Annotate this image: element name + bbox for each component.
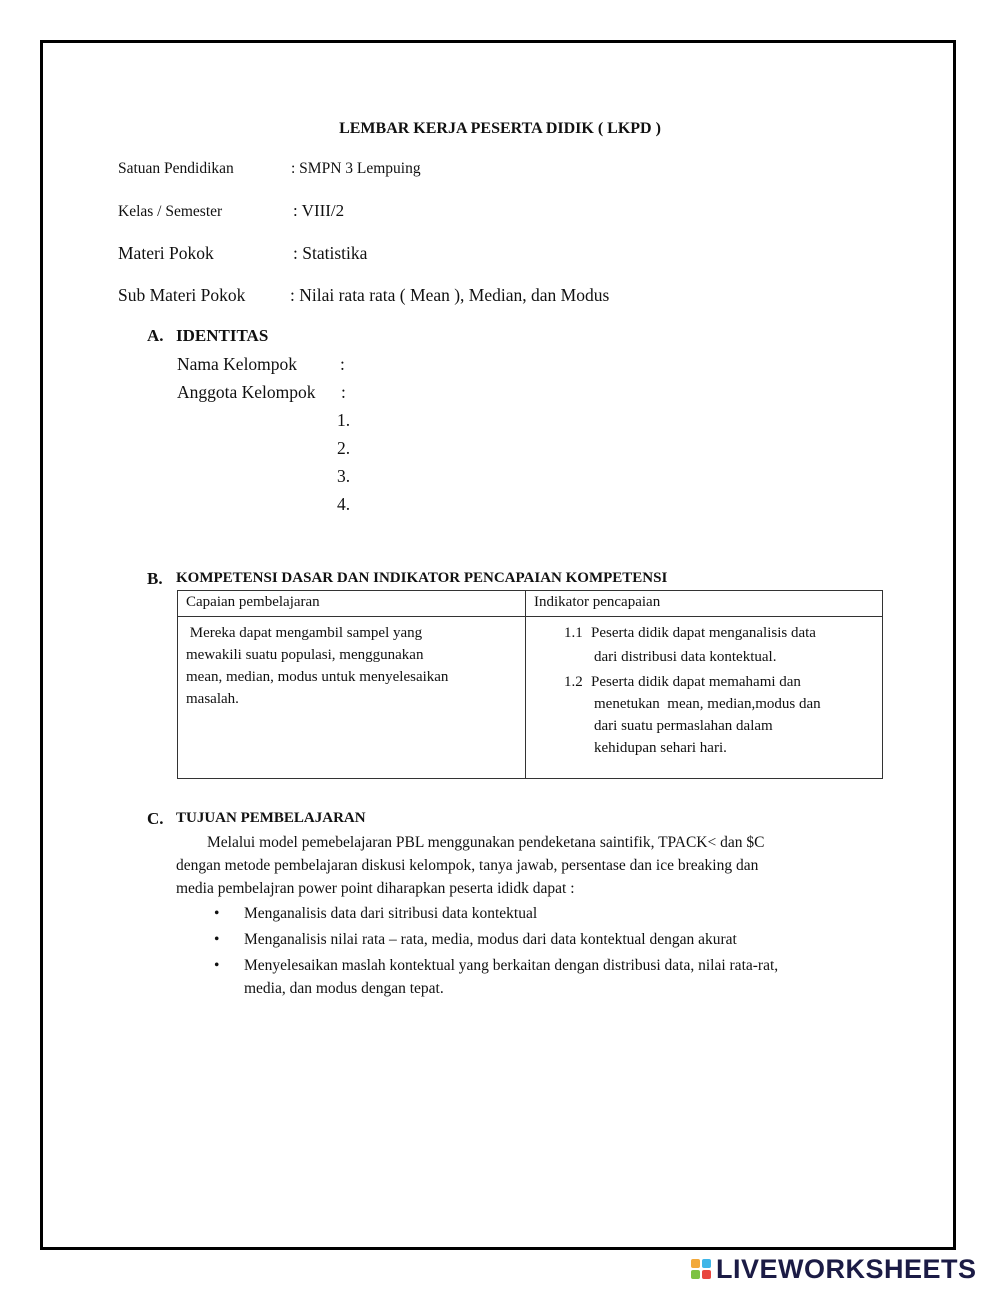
bullet-icon: • (214, 931, 220, 948)
indikator-cell (526, 617, 883, 779)
section-b-letter: B. (147, 569, 163, 588)
logo-square (691, 1259, 700, 1268)
indicator-line: menetukan mean, median,modus dan (594, 696, 821, 712)
indicator-line: Peserta didik dapat menganalisis data (591, 625, 816, 641)
capaian-line: mean, median, modus untuk menyelesaikan (186, 669, 449, 685)
member-number: 3. (337, 466, 351, 486)
kompetensi-table (177, 590, 883, 779)
indicator-line: dari suatu permaslahan dalam (594, 718, 773, 734)
member-number: 4. (337, 494, 351, 514)
section-c-letter: C. (147, 809, 164, 828)
table-header-row (178, 591, 883, 617)
logo-square (702, 1259, 711, 1268)
bullet-item-continued: media, dan modus dengan tepat. (244, 980, 444, 997)
indicator-number: 1.1 (564, 625, 583, 641)
section-a-letter: A. (147, 326, 164, 345)
bullet-icon: • (214, 905, 220, 922)
capaian-line: Mereka dapat mengambil sampel yang (186, 625, 423, 641)
bullet-icon: • (214, 957, 220, 974)
anggota-kelompok-label: Anggota Kelompok (177, 382, 316, 402)
bullet-item: Menganalisis data dari sitribusi data kontektual (244, 905, 538, 922)
table-header-indikator: Indikator pencapaian (526, 591, 883, 617)
info-value-materi: : Statistika (293, 243, 368, 263)
info-label-satuan: Satuan Pendidikan (118, 160, 234, 177)
capaian-cell (178, 617, 526, 779)
capaian-line: masalah. (186, 691, 239, 707)
capaian-line: mewakili suatu populasi, menggunakan (186, 647, 424, 663)
nama-kelompok-colon: : (340, 354, 345, 374)
section-a-heading: IDENTITAS (176, 326, 269, 345)
info-value-kelas: : VIII/2 (293, 201, 345, 220)
member-number: 2. (337, 438, 351, 458)
indicator-item (564, 671, 874, 759)
anggota-kelompok-colon: : (341, 382, 346, 402)
liveworksheets-logo (690, 1254, 977, 1284)
info-value-satuan: : SMPN 3 Lempuing (291, 160, 421, 177)
liveworksheets-icon (690, 1258, 712, 1280)
logo-square (702, 1270, 711, 1279)
tujuan-intro-line: Melalui model pemebelajaran PBL menggunakan pendeketana saintifik, TPACK< dan $C (207, 834, 765, 851)
table-header-capaian: Capaian pembelajaran (178, 591, 526, 617)
section-b-heading: KOMPETENSI DASAR DAN INDIKATOR PENCAPAIAN KOMPETENSI (176, 570, 668, 586)
nama-kelompok-label: Nama Kelompok (177, 354, 298, 374)
info-label-submateri: Sub Materi Pokok (118, 285, 246, 305)
info-value-submateri: : Nilai rata rata ( Mean ), Median, dan Modus (290, 285, 610, 305)
bullet-item: Menganalisis nilai rata – rata, media, modus dari data kontektual dengan akurat (244, 931, 737, 948)
liveworksheets-wordmark: LIVEWORKSHEETS (716, 1253, 977, 1284)
section-c-heading: TUJUAN PEMBELAJARAN (176, 810, 366, 826)
info-label-materi: Materi Pokok (118, 243, 214, 263)
indicator-item (564, 622, 874, 668)
tujuan-intro-line: media pembelajran power point diharapkan peserta ididk dapat : (176, 880, 575, 897)
indicator-line: dari distribusi data kontektual. (594, 649, 777, 665)
indicator-number: 1.2 (564, 674, 583, 690)
indicator-line: kehidupan sehari hari. (594, 740, 727, 756)
member-number: 1. (337, 410, 351, 430)
logo-square (691, 1270, 700, 1279)
bullet-item: Menyelesaikan maslah kontektual yang berkaitan dengan distribusi data, nilai rata-rat, (244, 957, 779, 974)
document-title: LEMBAR KERJA PESERTA DIDIK ( LKPD ) (339, 120, 661, 137)
indicator-line: Peserta didik dapat memahami dan (591, 674, 801, 690)
tujuan-intro-line: dengan metode pembelajaran diskusi kelompok, tanya jawab, persentase dan ice breaking dan (176, 857, 759, 874)
table-row (178, 617, 883, 779)
info-label-kelas: Kelas / Semester (118, 203, 223, 220)
